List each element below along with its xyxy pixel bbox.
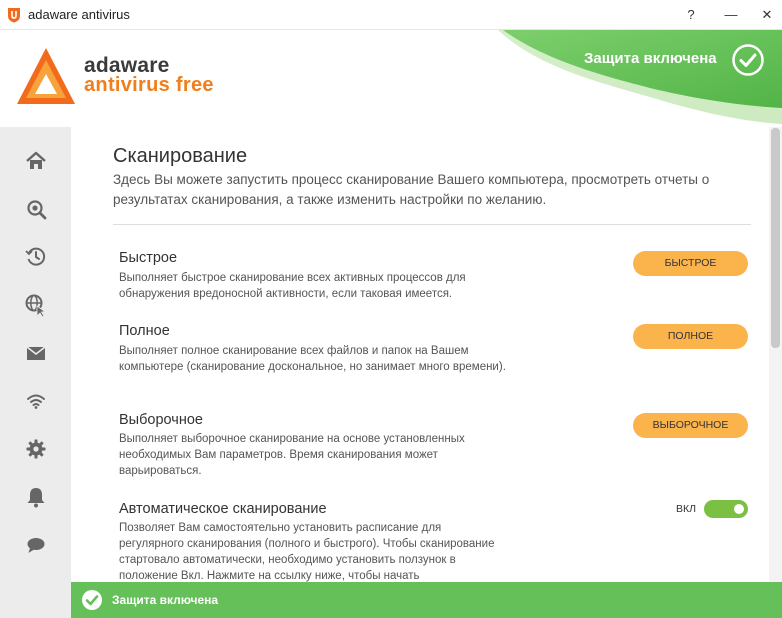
status-bar <box>71 582 782 618</box>
wifi-icon[interactable] <box>23 388 49 414</box>
divider <box>113 224 751 225</box>
app-icon <box>7 7 21 23</box>
help-button[interactable]: ? <box>687 7 695 22</box>
notifications-icon[interactable] <box>23 484 49 510</box>
scan-icon[interactable] <box>23 196 49 222</box>
page-title: Сканирование <box>113 145 248 167</box>
status-text: Защита включена <box>112 593 219 607</box>
adaware-logo-icon <box>15 46 77 108</box>
title-bar <box>0 0 782 30</box>
sidebar <box>0 127 71 618</box>
chat-icon[interactable] <box>23 532 49 558</box>
window-title: adaware antivirus <box>28 7 130 22</box>
custom-scan-button[interactable]: ВЫБОРОЧНОЕ <box>633 413 748 438</box>
quick-scan-title: Быстрое <box>119 250 178 266</box>
minimize-button[interactable]: — <box>724 7 738 22</box>
status-check-icon <box>81 589 103 611</box>
logo-product-name: antivirus free <box>84 74 214 96</box>
scrollbar-thumb[interactable] <box>771 128 780 348</box>
protection-status-text: Защита включена <box>584 50 717 67</box>
auto-scan-title: Автоматическое сканирование <box>119 501 327 517</box>
toggle-knob <box>734 504 744 514</box>
protection-check-icon <box>732 44 764 76</box>
app-header <box>0 30 782 127</box>
full-scan-button[interactable]: ПОЛНОЕ <box>633 324 748 349</box>
history-icon[interactable] <box>23 244 49 270</box>
auto-scan-toggle[interactable] <box>704 500 748 518</box>
custom-scan-description: Выполняет выборочное сканирование на основе установленных необходимых Вам параметров. Время сканирования может варьироваться. <box>119 433 465 477</box>
quick-scan-description: Выполняет быстрое сканирование всех активных процессов для обнаружения вредоносной активности, если таковая имеется. <box>119 272 466 300</box>
auto-scan-toggle-label: ВКЛ <box>676 503 697 515</box>
scan-page <box>71 127 769 582</box>
web-protection-icon[interactable] <box>23 292 49 318</box>
home-icon[interactable] <box>23 148 49 174</box>
close-button[interactable]: ✕ <box>761 7 773 22</box>
logo-brand-name: adaware <box>84 54 170 77</box>
full-scan-description: Выполняет полное сканирование всех файлов и папок на Вашем компьютере (сканирование доскональное, но занимает много времени). <box>119 345 506 373</box>
custom-scan-title: Выборочное <box>119 412 203 428</box>
auto-scan-description: Позволяет Вам самостоятельно установить расписание для регулярного сканирования (полного и быстрого). Чтобы сканирование стартовало автоматически, необходимо установить ползунок в положение Вкл. Нажмите на ссылку ниже, чтобы начать <box>119 522 495 582</box>
email-icon[interactable] <box>23 340 49 366</box>
quick-scan-button[interactable]: БЫСТРОЕ <box>633 251 748 276</box>
full-scan-title: Полное <box>119 323 170 339</box>
page-description: Здесь Вы можете запустить процесс сканирование Вашего компьютера, просмотреть отчеты о результатах сканирования, а также изменить настройки по желанию. <box>113 172 710 207</box>
settings-icon[interactable] <box>23 436 49 462</box>
